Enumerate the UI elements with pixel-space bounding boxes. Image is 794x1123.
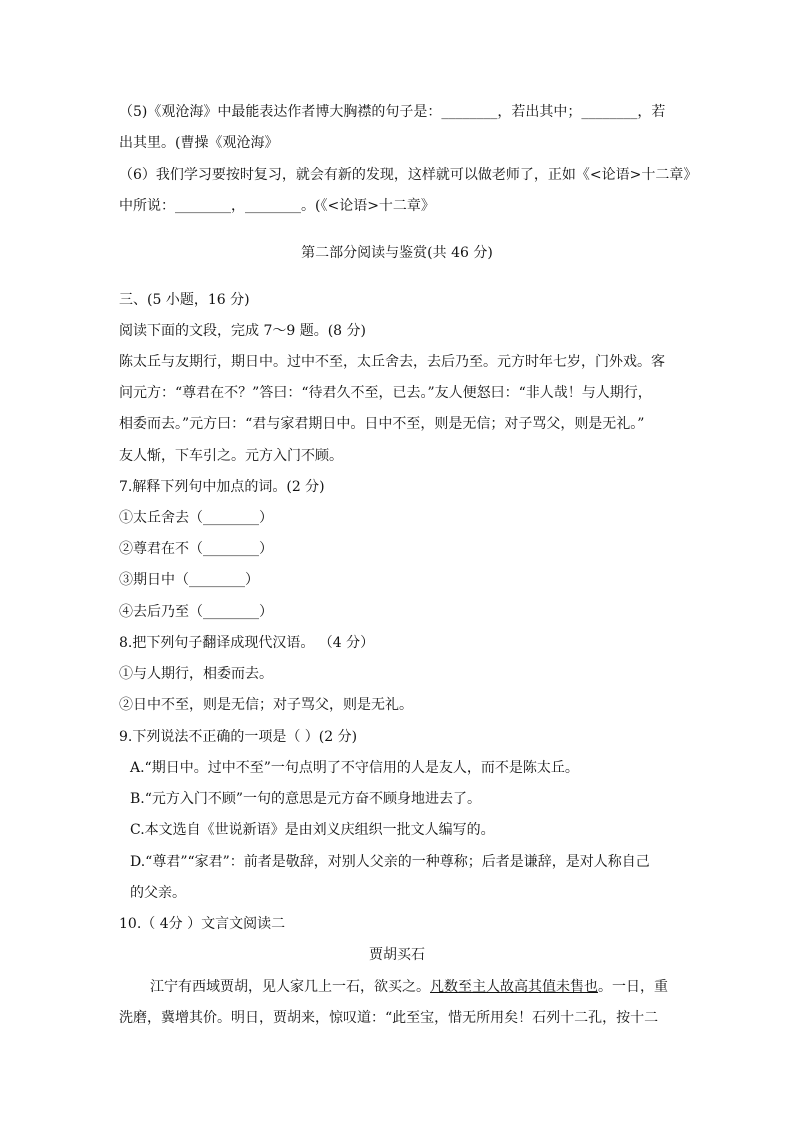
q6-line-1: （6）我们学习要按时复习，就会有新的发现，这样就可以做老师了，正如《<论语>十二章》 — [119, 167, 698, 183]
q7-item: ④去后乃至（________） — [119, 604, 273, 620]
q10-passage-line-1 — [150, 977, 668, 997]
q9-option-c: C.本文选自《世说新语》是由刘义庆组织一批文人编写的。 — [130, 822, 495, 838]
q8-stem: 8.把下列句子翻译成现代汉语。 （4 分） — [119, 635, 375, 651]
q9-stem: 9.下列说法不正确的一项是（ ）(2 分) — [119, 729, 358, 745]
q7-stem: 7.解释下列句中加点的词。(2 分) — [119, 479, 325, 495]
passage-text: 江宁有西域贾胡，见人家几上一石，欲买之。 — [150, 979, 430, 995]
passage-line: 问元方：“尊君在不？”答曰：“待君久不至，已去。”友人便怒曰：“非人哉！与人期行， — [119, 385, 652, 401]
part3-instruction: 阅读下面的文段，完成 7～9 题。(8 分) — [119, 323, 366, 339]
q5-line-2: 出其里。(曹操《观沧海》 — [119, 135, 279, 151]
passage-line: 友人惭，下车引之。元方入门不顾。 — [119, 448, 343, 464]
passage-title: 贾胡买石 — [369, 947, 425, 963]
passage-line: 陈太丘与友期行，期日中。过中不至，太丘舍去，去后乃至。元方时年七岁，门外戏。客 — [119, 354, 665, 370]
q8-item: ②日中不至，则是无信；对子骂父，则是无礼。 — [119, 697, 413, 713]
q5-line-1: （5)《观沧海》中最能表达作者博大胸襟的句子是：________，若出其中；________，若 — [119, 104, 666, 120]
q7-item: ③期日中（________） — [119, 572, 259, 588]
underlined-sentence: 凡数至主人故高其值未售也 — [430, 979, 598, 995]
q7-item: ②尊君在不（________） — [119, 541, 273, 557]
q6-line-2: 中所说：________，________。(《<论语>十二章》 — [119, 198, 435, 214]
q9-option-d: D.“尊君”“家君”：前者是敬辞，对别人父亲的一种尊称；后者是谦辞，是对人称自己 — [130, 854, 650, 870]
q10-passage-line-2: 洗磨，冀增其价。明日，贾胡来，惊叹道：“此至宝，惜无所用矣！石列十二孔，按十二 — [119, 1010, 659, 1026]
q9-option-d-cont: 的父亲。 — [130, 885, 186, 901]
passage-line: 相委而去。”元方曰：“君与家君期日中。日中不至，则是无信；对子骂父，则是无礼。” — [119, 416, 645, 432]
passage-text: 。一日，重 — [598, 979, 668, 995]
section-title: 第二部分阅读与鉴赏(共 46 分) — [301, 245, 493, 261]
q9-option-b: B.“元方入门不顾”一句的意思是元方奋不顾身地进去了。 — [130, 791, 482, 807]
q10-stem: 10.（ 4分 ）文言文阅读二 — [119, 916, 286, 932]
q8-item: ①与人期行，相委而去。 — [119, 666, 273, 682]
q9-option-a: A.“期日中。过中不至”一句点明了不守信用的人是友人，而不是陈太丘。 — [130, 760, 579, 776]
part3-heading: 三、(5 小题，16 分) — [119, 292, 250, 308]
q7-item: ①太丘舍去（________） — [119, 510, 273, 526]
